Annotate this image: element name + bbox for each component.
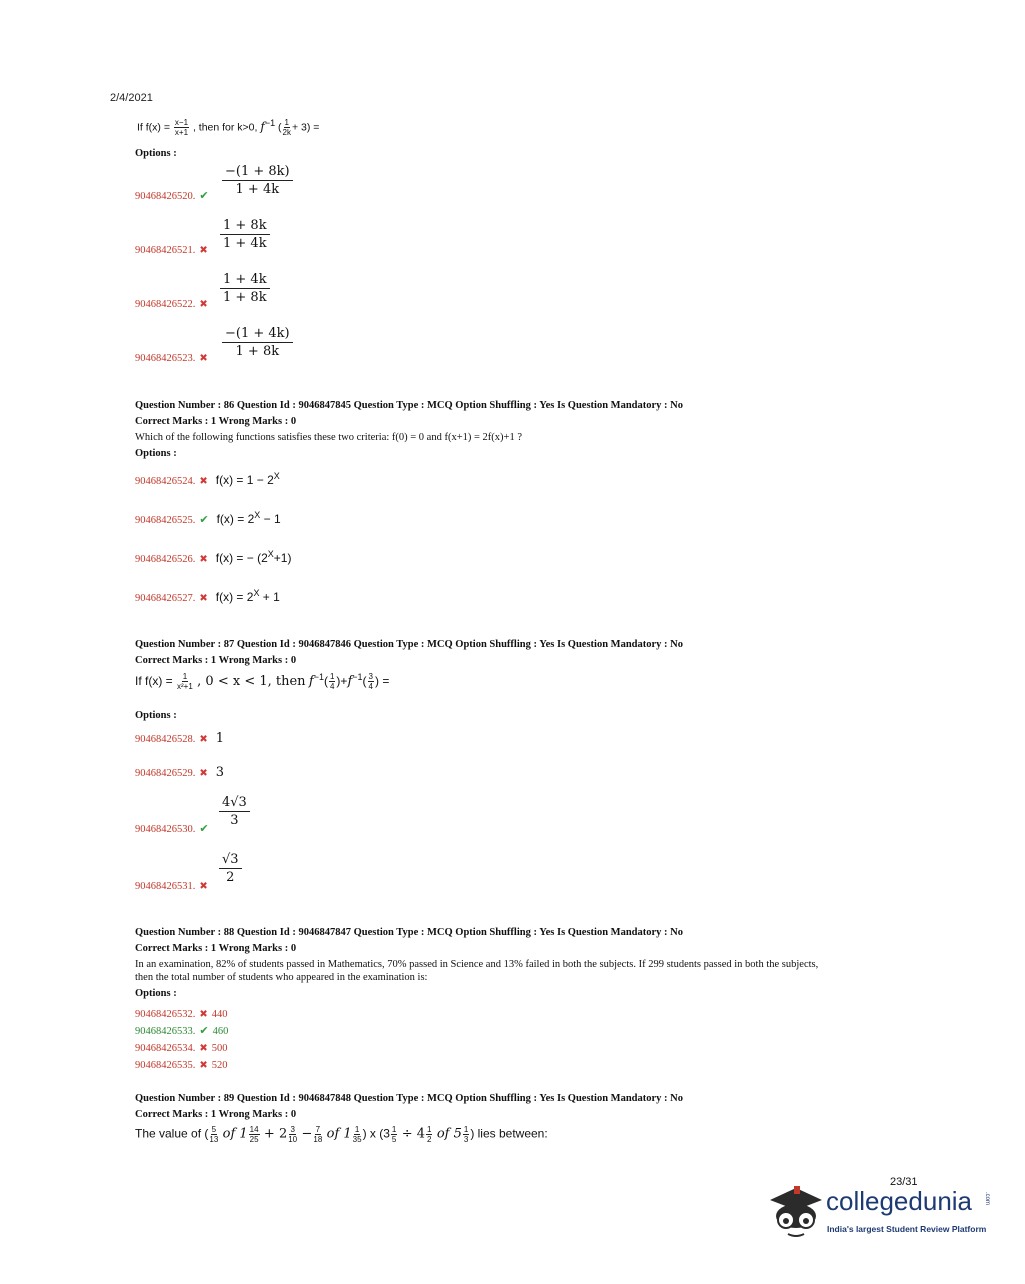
wrong-cross-icon: ✖ [199, 245, 208, 256]
wrong-cross-icon: ✖ [199, 299, 208, 310]
option-row[interactable] [135, 549, 291, 567]
q85-stem: If f(x) = $\frac{x-1}{x+1}$ , then for k>0, $f^{-1}$ ( $\frac{1}{2k}$ + 3) = [137, 118, 320, 138]
option-text: 520 [211, 1060, 228, 1071]
correct-check-icon: ✔ [199, 190, 209, 202]
option-fraction: $\frac{√3}{2}$ [219, 852, 242, 885]
option-text: f(x) = − $(2^X+1)$ [215, 549, 292, 565]
q88-marks: Correct Marks : 1 Wrong Marks : 0 [135, 943, 297, 954]
option-row[interactable] [135, 471, 280, 489]
correct-check-icon: ✔ [199, 1025, 209, 1037]
correct-check-icon: ✔ [199, 514, 209, 526]
wrong-cross-icon: ✖ [199, 554, 208, 565]
q89-stem: The value of ( $\frac{5}{13}$ of 1 $\frac{14}{25}$ + 2 $\frac{3}{10}$ − $\frac{7}{18}$ of 1 $\frac{1}{35}$ ) x (3 $\frac{1}{5}$ ÷ 4 $\frac{1}{2}$ of 5 $\frac{1}{3}$ ) lies between: [135, 1125, 548, 1144]
option-id: 90468426533. [135, 1026, 196, 1037]
option-text: 500 [211, 1043, 228, 1054]
option-text: 3 [215, 765, 225, 780]
option-fraction: $\frac{-(1 + 8k)}{1 + 4k}$ [222, 164, 293, 197]
logo-com: .com [984, 1192, 990, 1206]
wrong-cross-icon: ✖ [199, 593, 208, 604]
q87-stem: If f(x) = $\frac{1}{\text{x²+1}}$ , 0 < x < 1, then $f^{-1}$( $\frac{1}{4}$ )$+f^{-1}$( $\frac{3}{4}$ ) = [135, 672, 390, 692]
q86-options-label: Options : [135, 448, 177, 459]
option-text: 440 [211, 1009, 228, 1020]
option-id: 90468426524. [135, 476, 196, 487]
q88-text-line1: In an examination, 82% of students passed in Mathematics, 70% passed in Science and 13% failed in both the subjects. If 299 students passed in both the subjects, [135, 959, 819, 970]
option-id: 90468426534. [135, 1043, 196, 1054]
correct-check-icon: ✔ [199, 823, 209, 835]
q88-text-line2: then the total number of students who appeared in the examination is: [135, 972, 428, 983]
collegedunia-logo[interactable] [766, 1180, 996, 1250]
option-text: $f(x) = 1 - 2^X$ [215, 471, 280, 487]
wrong-cross-icon: ✖ [199, 353, 208, 364]
option-row[interactable] [135, 510, 281, 528]
option-id: 90468426526. [135, 554, 196, 565]
logo-tagline: India's largest Student Review Platform [827, 1224, 987, 1234]
wrong-cross-icon: ✖ [199, 476, 208, 487]
option-row[interactable] [135, 294, 208, 312]
option-text: 1 [215, 731, 225, 746]
wrong-cross-icon: ✖ [199, 734, 208, 745]
q85-options-label: Options : [135, 148, 177, 159]
option-id: 90468426520. [135, 191, 196, 202]
option-row[interactable] [135, 729, 224, 747]
option-text: 460 [212, 1026, 229, 1037]
wrong-cross-icon: ✖ [199, 1043, 208, 1054]
option-row[interactable] [135, 240, 208, 258]
option-fraction: $\frac{1 + 4k}{1 + 8k}$ [220, 272, 270, 305]
option-row[interactable] [135, 1004, 228, 1022]
option-id: 90468426530. [135, 824, 196, 835]
option-id: 90468426528. [135, 734, 196, 745]
option-id: 90468426535. [135, 1060, 196, 1071]
q87-options-label: Options : [135, 710, 177, 721]
print-date: 2/4/2021 [110, 92, 153, 104]
q86-marks: Correct Marks : 1 Wrong Marks : 0 [135, 416, 297, 427]
option-row[interactable] [135, 763, 224, 781]
option-id: 90468426522. [135, 299, 196, 310]
option-fraction: $\frac{4√3}{3}$ [219, 795, 250, 828]
q89-meta: Question Number : 89 Question Id : 9046847848 Question Type : MCQ Option Shuffling : Yes Is Question Mandatory : No [135, 1093, 683, 1104]
page-number: 23/31 [890, 1176, 918, 1188]
q86-text: Which of the following functions satisfies these two criteria: f(0) = 0 and f(x+1) = 2f(x)+1 ? [135, 432, 522, 443]
option-text: $f(x) = 2^X - 1$ [216, 510, 281, 526]
option-fraction: $\frac{-(1 + 4k)}{1 + 8k}$ [222, 326, 293, 359]
option-id: 90468426525. [135, 515, 196, 526]
q86-meta: Question Number : 86 Question Id : 9046847845 Question Type : MCQ Option Shuffling : Yes Is Question Mandatory : No [135, 400, 683, 411]
option-id: 90468426521. [135, 245, 196, 256]
option-id: 90468426532. [135, 1009, 196, 1020]
wrong-cross-icon: ✖ [199, 1060, 208, 1071]
q87-marks: Correct Marks : 1 Wrong Marks : 0 [135, 655, 297, 666]
wrong-cross-icon: ✖ [199, 881, 208, 892]
q88-options-label: Options : [135, 988, 177, 999]
q88-meta: Question Number : 88 Question Id : 9046847847 Question Type : MCQ Option Shuffling : Yes Is Question Mandatory : No [135, 927, 683, 938]
wrong-cross-icon: ✖ [199, 768, 208, 779]
q89-marks: Correct Marks : 1 Wrong Marks : 0 [135, 1109, 297, 1120]
logo-wordmark: collegedunia [826, 1186, 973, 1216]
option-id: 90468426527. [135, 593, 196, 604]
option-row[interactable] [135, 1021, 228, 1039]
option-row[interactable] [135, 348, 208, 366]
option-row[interactable] [135, 819, 209, 837]
option-id: 90468426523. [135, 353, 196, 364]
option-text: $f(x) = 2^X + 1$ [215, 588, 280, 604]
option-row[interactable] [135, 588, 280, 606]
option-fraction: $\frac{1 + 8k}{1 + 4k}$ [220, 218, 270, 251]
option-id: 90468426529. [135, 768, 196, 779]
q87-meta: Question Number : 87 Question Id : 9046847846 Question Type : MCQ Option Shuffling : Yes Is Question Mandatory : No [135, 639, 683, 650]
option-row[interactable] [135, 186, 209, 204]
option-id: 90468426531. [135, 881, 196, 892]
mascot-icon [766, 1180, 824, 1244]
wrong-cross-icon: ✖ [199, 1009, 208, 1020]
option-row[interactable] [135, 1038, 228, 1056]
option-row[interactable] [135, 876, 208, 894]
option-row[interactable] [135, 1055, 228, 1073]
